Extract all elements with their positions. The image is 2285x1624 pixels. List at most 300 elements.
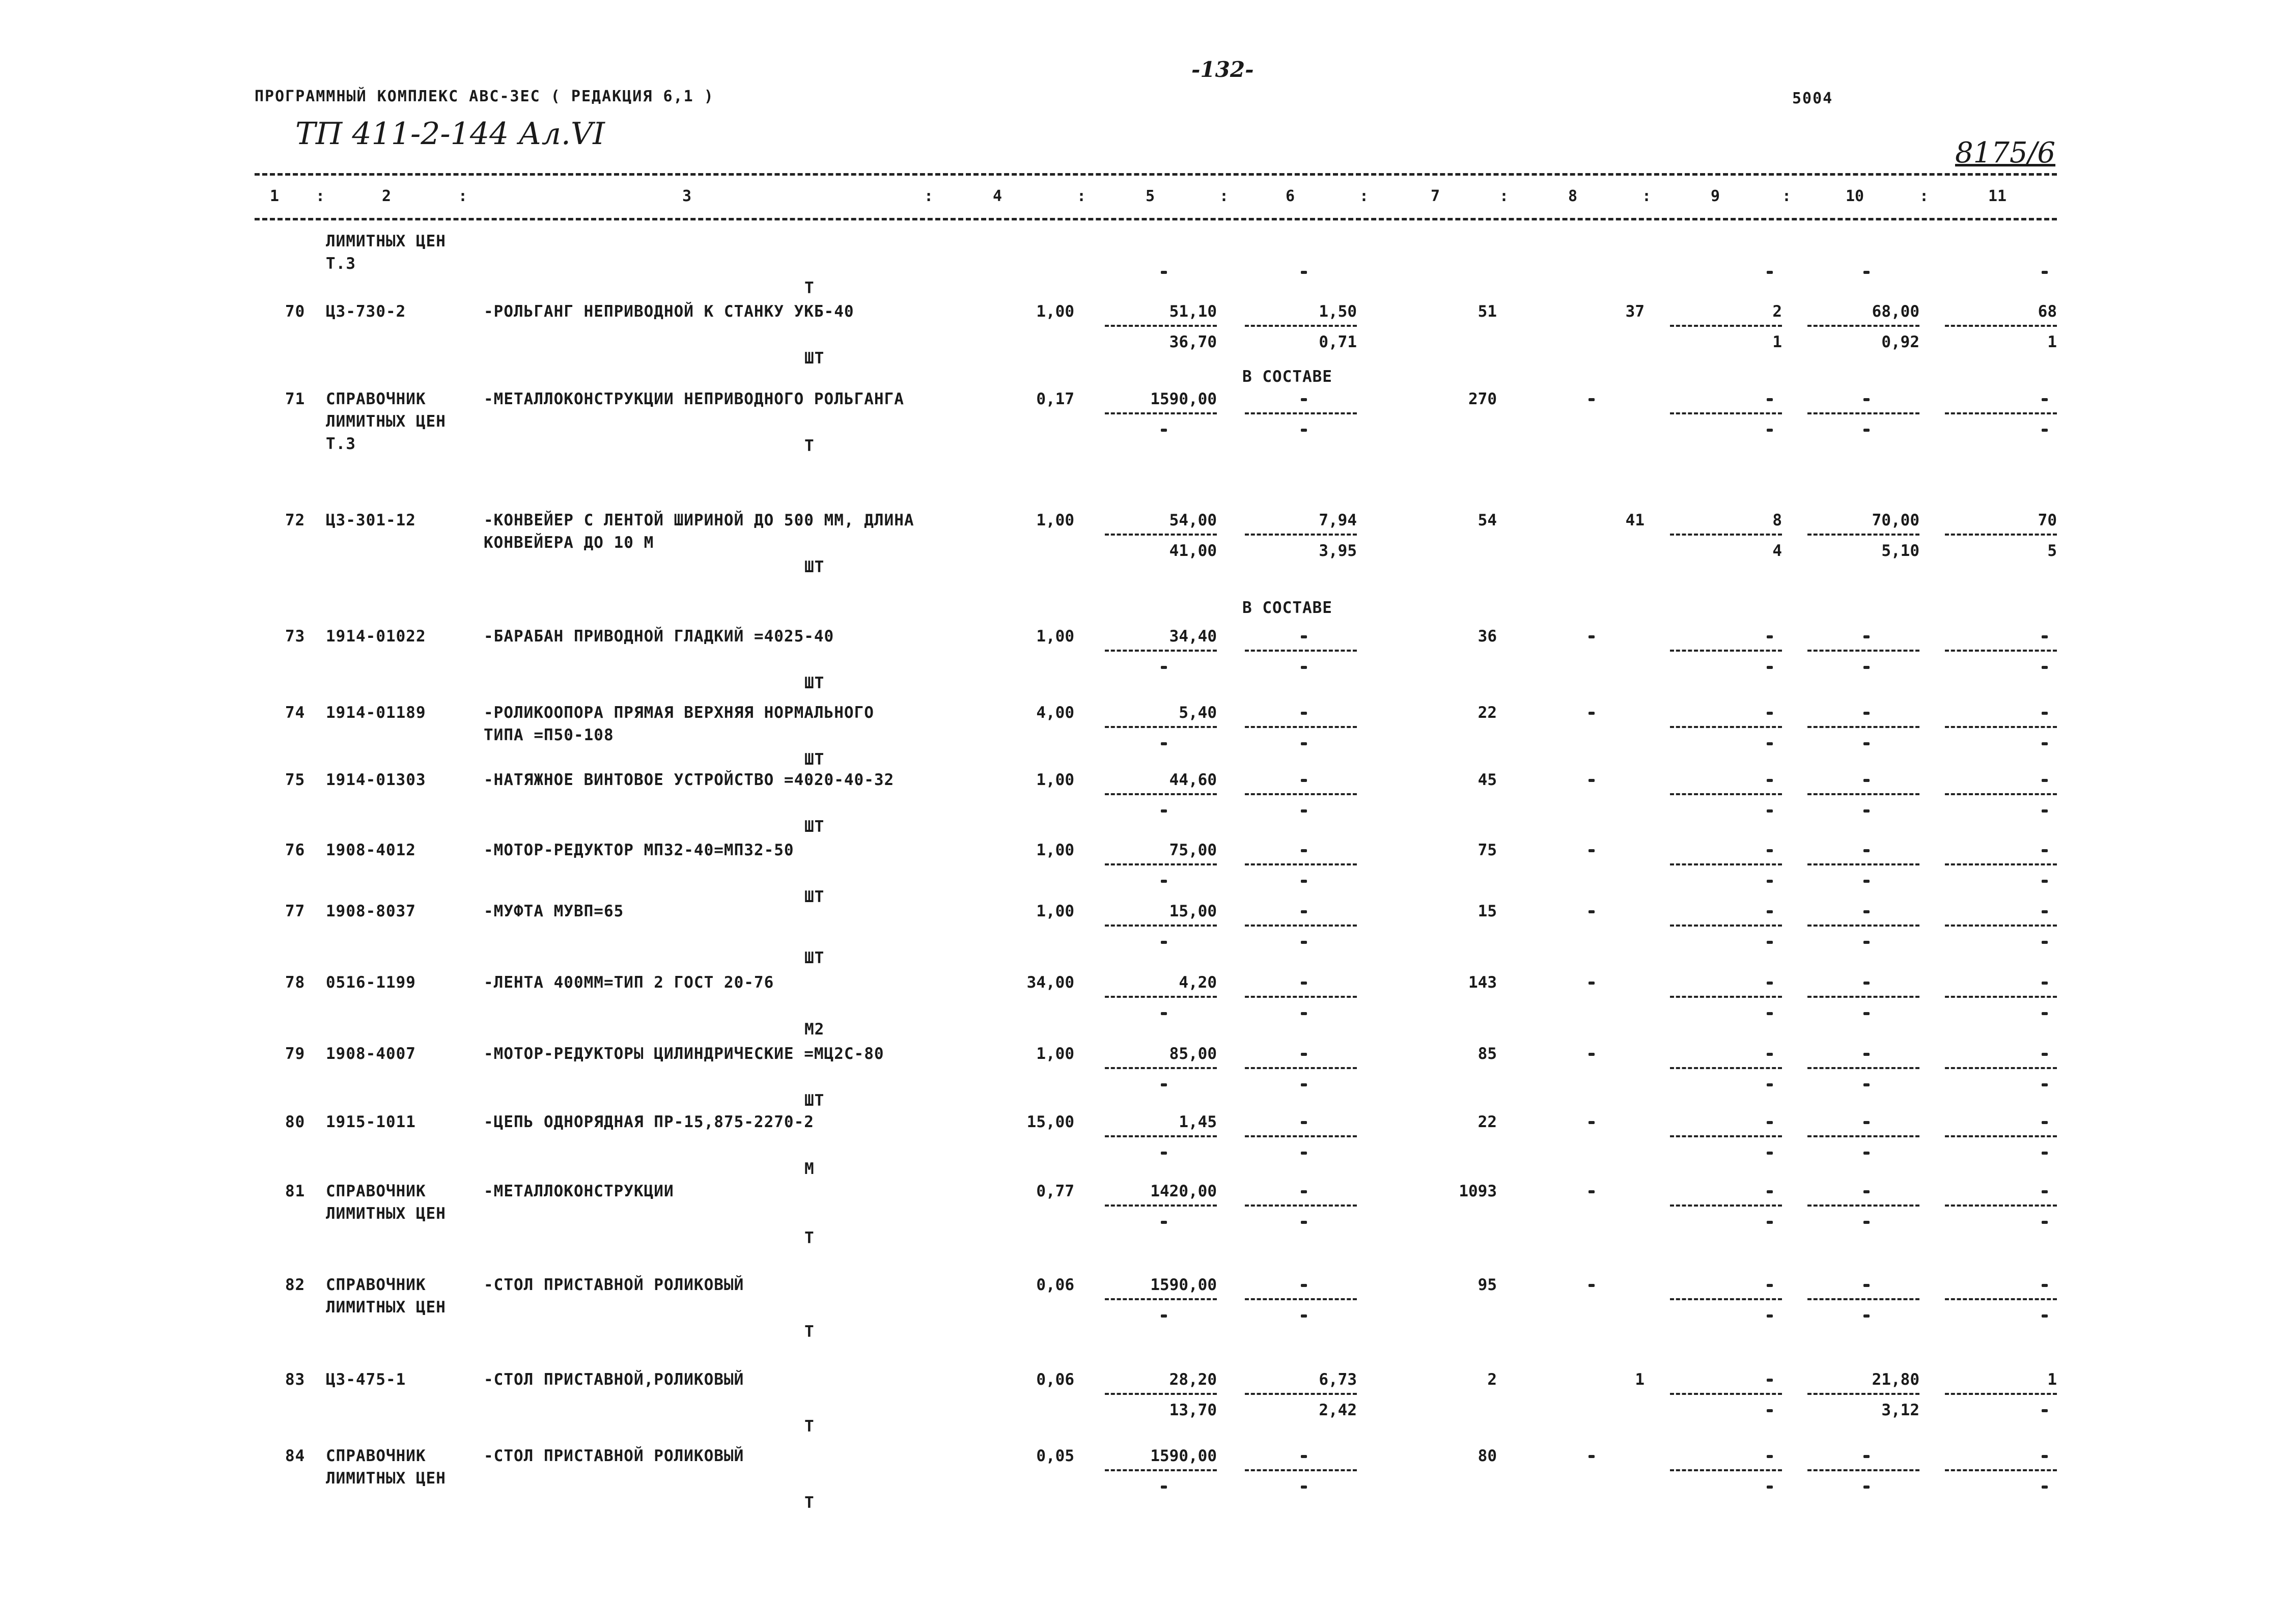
empty-cell-dash xyxy=(2042,849,2048,852)
row-code: 1908-4012 xyxy=(326,841,416,859)
empty-cell-dash xyxy=(1767,742,1773,745)
col-separator: : xyxy=(316,187,325,205)
row-quantity: 1,00 xyxy=(1036,771,1074,789)
row-col11-wages: 5 xyxy=(2047,542,2057,560)
cell-rule xyxy=(1670,1135,1782,1137)
row-quantity: 1,00 xyxy=(1036,511,1074,529)
empty-cell-dash xyxy=(2042,635,2048,638)
row-unit: ШТ xyxy=(804,349,825,368)
row-unit-price: 1590,00 xyxy=(1150,1447,1217,1465)
cell-rule xyxy=(1945,1298,2057,1300)
row-code: СПРАВОЧНИК ЛИМИТНЫХ ЦЕН Т.3 xyxy=(326,390,446,453)
cell-rule xyxy=(1105,1298,1217,1300)
col-number: 10 xyxy=(1846,187,1864,205)
row-number: 77 xyxy=(285,902,305,920)
empty-cell-dash xyxy=(2042,1455,2048,1458)
empty-cell-dash xyxy=(2042,1486,2048,1489)
empty-cell-dash xyxy=(1301,941,1307,944)
empty-cell-dash xyxy=(1767,982,1773,985)
empty-cell-dash xyxy=(2042,1012,2048,1015)
row-quantity: 0,06 xyxy=(1036,1276,1074,1294)
empty-cell-dash xyxy=(1863,1012,1870,1015)
row-quantity: 1,00 xyxy=(1036,627,1074,646)
col-separator: : xyxy=(1359,187,1369,205)
row-col7: 45 xyxy=(1478,771,1497,789)
empty-cell-dash xyxy=(1589,1284,1595,1287)
row-name: -ЛЕНТА 400ММ=ТИП 2 ГОСТ 20-76 xyxy=(484,973,774,992)
row-col11: 1 xyxy=(2047,1370,2057,1389)
cell-rule xyxy=(1245,534,1357,536)
row-number: 70 xyxy=(285,302,305,321)
empty-cell-dash xyxy=(1767,429,1773,432)
empty-cell-dash xyxy=(2042,982,2048,985)
cell-rule xyxy=(1945,1469,2057,1471)
cell-rule xyxy=(1105,1135,1217,1137)
empty-cell-dash xyxy=(1161,941,1167,944)
row-unit-price: 4,20 xyxy=(1179,973,1217,992)
cell-rule xyxy=(1807,1205,1919,1207)
row-unit: Т xyxy=(804,1417,815,1436)
row-col10-wages: 5,10 xyxy=(1881,542,1919,560)
cell-rule xyxy=(1670,650,1782,652)
row-name: -ЦЕПЬ ОДНОРЯДНАЯ ПР-15,875-2270-2 xyxy=(484,1113,814,1131)
empty-cell-dash xyxy=(1767,1284,1773,1287)
row-col7: 270 xyxy=(1468,390,1497,408)
row-number: 71 xyxy=(285,390,305,408)
empty-cell-dash xyxy=(1589,1455,1595,1458)
cell-rule xyxy=(1245,793,1357,795)
row-quantity: 34,00 xyxy=(1026,973,1074,992)
empty-cell-dash xyxy=(1301,1053,1307,1056)
cell-rule xyxy=(1105,412,1217,414)
cell-rule xyxy=(1245,863,1357,865)
header-bottom-rule xyxy=(255,218,2057,220)
row-col9-wages: 4 xyxy=(1772,542,1782,560)
cell-rule xyxy=(1105,726,1217,728)
empty-cell-dash xyxy=(1301,1284,1307,1287)
row-number: 81 xyxy=(285,1182,305,1200)
empty-cell-dash xyxy=(2042,1053,2048,1056)
col-number: 8 xyxy=(1568,187,1578,205)
cell-rule xyxy=(1945,534,2057,536)
row-col11: 68 xyxy=(2038,302,2057,321)
row-code: 1914-01022 xyxy=(326,627,426,646)
cell-rule xyxy=(1945,863,2057,865)
empty-cell-dash xyxy=(1767,779,1773,782)
row-name: -РОЛЬГАНГ НЕПРИВОДНОЙ К СТАНКУ УКБ-40 xyxy=(484,302,854,321)
empty-cell-dash xyxy=(1863,1152,1870,1155)
cell-rule xyxy=(1945,1067,2057,1069)
row-name: -СТОЛ ПРИСТАВНОЙ РОЛИКОВЫЙ xyxy=(484,1447,744,1465)
cell-rule xyxy=(1945,1393,2057,1395)
empty-cell-dash xyxy=(2042,941,2048,944)
col-separator: : xyxy=(1782,187,1792,205)
empty-cell-dash xyxy=(1767,1314,1773,1318)
col-separator: : xyxy=(1642,187,1652,205)
empty-cell-dash xyxy=(1863,1486,1870,1489)
row-unit-price-wages: 13,70 xyxy=(1169,1401,1217,1419)
col-number: 11 xyxy=(1988,187,2007,205)
cell-rule xyxy=(1807,1393,1919,1395)
col-number: 6 xyxy=(1286,187,1295,205)
empty-cell-dash xyxy=(1767,1221,1773,1224)
row-col9-wages: 1 xyxy=(1772,333,1782,351)
row-unit-price: 51,10 xyxy=(1169,302,1217,321)
cell-rule xyxy=(1245,1067,1357,1069)
row-code: ЦЗ-301-12 xyxy=(326,511,416,529)
cell-rule xyxy=(1105,996,1217,998)
empty-cell-dash xyxy=(1301,849,1307,852)
cell-rule xyxy=(1807,863,1919,865)
empty-cell-dash xyxy=(1863,1455,1870,1458)
cell-rule xyxy=(1807,650,1919,652)
cell-rule xyxy=(1670,1393,1782,1395)
cell-rule xyxy=(1670,863,1782,865)
cell-rule xyxy=(1105,925,1217,927)
empty-cell-dash xyxy=(2042,910,2048,913)
row-code: СПРАВОЧНИК ЛИМИТНЫХ ЦЕН xyxy=(326,1276,446,1317)
row-unit: ШТ xyxy=(804,674,825,692)
col-number: 1 xyxy=(270,187,280,205)
empty-cell-dash xyxy=(1589,779,1595,782)
cell-rule xyxy=(1670,925,1782,927)
cell-rule xyxy=(1105,650,1217,652)
empty-cell-dash xyxy=(1301,982,1307,985)
empty-cell-dash xyxy=(2042,398,2048,401)
empty-cell-dash xyxy=(1767,941,1773,944)
cell-rule xyxy=(1105,534,1217,536)
row-col7: 75 xyxy=(1478,841,1497,859)
empty-cell-dash xyxy=(1301,779,1307,782)
empty-cell-dash xyxy=(1301,1314,1307,1318)
row-col7: 36 xyxy=(1478,627,1497,646)
empty-cell-dash xyxy=(1161,1083,1167,1086)
row-name: -МОТОР-РЕДУКТОРЫ ЦИЛИНДРИЧЕСКИЕ =МЦ2С-80 xyxy=(484,1045,884,1063)
empty-cell-dash xyxy=(2042,1190,2048,1193)
empty-cell-dash xyxy=(1301,809,1307,813)
cell-rule xyxy=(1105,863,1217,865)
row-quantity: 4,00 xyxy=(1036,704,1074,722)
cell-rule xyxy=(1105,1067,1217,1069)
col-number: 3 xyxy=(682,187,692,205)
empty-cell-dash xyxy=(2042,1221,2048,1224)
empty-cell-dash xyxy=(1767,1409,1773,1412)
col-separator: : xyxy=(1919,187,1929,205)
empty-cell-dash xyxy=(1589,712,1595,715)
row-code: 1908-8037 xyxy=(326,902,416,920)
empty-cell-dash xyxy=(1589,849,1595,852)
row-name: -МУФТА МУВП=65 xyxy=(484,902,624,920)
empty-cell-dash xyxy=(1767,1121,1773,1124)
empty-cell-dash xyxy=(1301,712,1307,715)
cell-rule xyxy=(1670,1469,1782,1471)
empty-cell-dash xyxy=(1767,712,1773,715)
empty-cell-dash xyxy=(1301,1190,1307,1193)
row-col7: 143 xyxy=(1468,973,1497,992)
row-col10: 68,00 xyxy=(1872,302,1919,321)
note-in-composition: В СОСТАВЕ xyxy=(1242,368,1332,386)
sheet-number: 8175/6 xyxy=(1955,136,2056,170)
row-col6-wages: 0,71 xyxy=(1319,333,1357,351)
cell-rule xyxy=(1245,1393,1357,1395)
empty-cell-dash xyxy=(2042,666,2048,669)
header-top-rule xyxy=(255,173,2057,176)
row-unit: Т xyxy=(804,437,815,455)
cell-rule xyxy=(1945,1135,2057,1137)
empty-cell-dash xyxy=(1863,1284,1870,1287)
cell-rule xyxy=(1945,793,2057,795)
row-col6-wages: 3,95 xyxy=(1319,542,1357,560)
row-number: 76 xyxy=(285,841,305,859)
row-col6: 7,94 xyxy=(1319,511,1357,529)
cell-rule xyxy=(1945,325,2057,327)
empty-cell-dash xyxy=(1767,1152,1773,1155)
row-col10-wages: 0,92 xyxy=(1881,333,1919,351)
row-name: -МОТОР-РЕДУКТОР МП32-40=МП32-50 xyxy=(484,841,794,859)
empty-cell-dash xyxy=(1301,429,1307,432)
row-number: 75 xyxy=(285,771,305,789)
cell-rule xyxy=(1670,996,1782,998)
empty-cell-dash xyxy=(1863,982,1870,985)
row-unit-price: 85,00 xyxy=(1169,1045,1217,1063)
row-number: 84 xyxy=(285,1447,305,1465)
cell-rule xyxy=(1807,925,1919,927)
row-col7: 85 xyxy=(1478,1045,1497,1063)
cell-rule xyxy=(1945,996,2057,998)
row-name: -БАРАБАН ПРИВОДНОЙ ГЛАДКИЙ =4025-40 xyxy=(484,627,834,646)
cell-rule xyxy=(1670,1298,1782,1300)
empty-cell-dash xyxy=(1863,1314,1870,1318)
cell-rule xyxy=(1245,925,1357,927)
empty-cell-dash xyxy=(2042,1083,2048,1086)
note-in-composition: В СОСТАВЕ xyxy=(1242,599,1332,617)
empty-cell-dash xyxy=(1767,398,1773,401)
empty-cell-dash xyxy=(1863,271,1870,274)
row-col6-wages: 2,42 xyxy=(1319,1401,1357,1419)
empty-cell-dash xyxy=(1301,398,1307,401)
empty-cell-dash xyxy=(1863,910,1870,913)
row-unit-price: 1590,00 xyxy=(1150,390,1217,408)
empty-cell-dash xyxy=(2042,742,2048,745)
empty-cell-dash xyxy=(1301,880,1307,883)
row-quantity: 1,00 xyxy=(1036,902,1074,920)
empty-cell-dash xyxy=(1161,1221,1167,1224)
row-number: 79 xyxy=(285,1045,305,1063)
empty-cell-dash xyxy=(1161,271,1167,274)
empty-cell-dash xyxy=(1301,666,1307,669)
row-col10-wages: 3,12 xyxy=(1881,1401,1919,1419)
empty-cell-dash xyxy=(1301,1121,1307,1124)
empty-cell-dash xyxy=(2042,271,2048,274)
row-col7: 1093 xyxy=(1459,1182,1497,1200)
row-unit-price: 1,45 xyxy=(1179,1113,1217,1131)
cell-rule xyxy=(1807,996,1919,998)
empty-cell-dash xyxy=(1161,666,1167,669)
row-name: -МЕТАЛЛОКОНСТРУКЦИИ xyxy=(484,1182,674,1200)
row-unit-price: 1590,00 xyxy=(1150,1276,1217,1294)
row-number: 82 xyxy=(285,1276,305,1294)
empty-cell-dash xyxy=(1301,1083,1307,1086)
row-col9: 2 xyxy=(1772,302,1782,321)
row-col7: 51 xyxy=(1478,302,1497,321)
row-unit: ШТ xyxy=(804,750,825,769)
row-number: 80 xyxy=(285,1113,305,1131)
cell-rule xyxy=(1670,1067,1782,1069)
empty-cell-dash xyxy=(1767,635,1773,638)
empty-cell-dash xyxy=(1863,742,1870,745)
empty-cell-dash xyxy=(1161,1152,1167,1155)
cell-rule xyxy=(1245,1205,1357,1207)
row-code: СПРАВОЧНИК ЛИМИТНЫХ ЦЕН xyxy=(326,1182,446,1223)
row-col11: 70 xyxy=(2038,511,2057,529)
empty-cell-dash xyxy=(1301,910,1307,913)
row-code: 1914-01303 xyxy=(326,771,426,789)
cell-rule xyxy=(1945,1205,2057,1207)
empty-cell-dash xyxy=(2042,880,2048,883)
empty-cell-dash xyxy=(1161,429,1167,432)
row-code: ЛИМИТНЫХ ЦЕН Т.3 xyxy=(326,232,446,273)
empty-cell-dash xyxy=(1161,809,1167,813)
empty-cell-dash xyxy=(1863,1083,1870,1086)
row-col6: 6,73 xyxy=(1319,1370,1357,1389)
cell-rule xyxy=(1245,726,1357,728)
row-unit: Т xyxy=(804,1229,815,1247)
cell-rule xyxy=(1807,1469,1919,1471)
row-name: -КОНВЕЙЕР С ЛЕНТОЙ ШИРИНОЙ ДО 500 ММ, ДЛИНА КОНВЕЙЕРА ДО 10 М xyxy=(484,511,914,552)
empty-cell-dash xyxy=(2042,712,2048,715)
empty-cell-dash xyxy=(1767,1012,1773,1015)
row-quantity: 0,06 xyxy=(1036,1370,1074,1389)
cell-rule xyxy=(1670,793,1782,795)
empty-cell-dash xyxy=(1767,1053,1773,1056)
empty-cell-dash xyxy=(1863,1190,1870,1193)
row-quantity: 15,00 xyxy=(1026,1113,1074,1131)
cell-rule xyxy=(1105,325,1217,327)
row-number: 78 xyxy=(285,973,305,992)
row-unit: ШТ xyxy=(804,818,825,836)
row-number: 72 xyxy=(285,511,305,529)
empty-cell-dash xyxy=(2042,1409,2048,1412)
cell-rule xyxy=(1945,726,2057,728)
empty-cell-dash xyxy=(2042,809,2048,813)
row-col7: 15 xyxy=(1478,902,1497,920)
empty-cell-dash xyxy=(2042,1284,2048,1287)
col-separator: : xyxy=(458,187,468,205)
col-separator: : xyxy=(1499,187,1509,205)
cell-rule xyxy=(1105,1393,1217,1395)
empty-cell-dash xyxy=(1161,880,1167,883)
cell-rule xyxy=(1670,1205,1782,1207)
cell-rule xyxy=(1105,1469,1217,1471)
row-unit: Т xyxy=(804,1494,815,1512)
row-quantity: 0,05 xyxy=(1036,1447,1074,1465)
empty-cell-dash xyxy=(1863,635,1870,638)
row-number: 83 xyxy=(285,1370,305,1389)
empty-cell-dash xyxy=(1589,910,1595,913)
page-number: -132- xyxy=(1191,57,1254,82)
empty-cell-dash xyxy=(1767,809,1773,813)
row-col7: 54 xyxy=(1478,511,1497,529)
row-name: -СТОЛ ПРИСТАВНОЙ РОЛИКОВЫЙ xyxy=(484,1276,744,1294)
row-quantity: 0,17 xyxy=(1036,390,1074,408)
row-unit-price: 54,00 xyxy=(1169,511,1217,529)
empty-cell-dash xyxy=(1863,779,1870,782)
row-unit: Т xyxy=(804,279,815,297)
col-number: 9 xyxy=(1711,187,1720,205)
cell-rule xyxy=(1807,325,1919,327)
cell-rule xyxy=(1245,650,1357,652)
empty-cell-dash xyxy=(1767,880,1773,883)
row-code: ЦЗ-730-2 xyxy=(326,302,406,321)
empty-cell-dash xyxy=(1301,1486,1307,1489)
row-number: 74 xyxy=(285,704,305,722)
document-id: ТП 411-2-144 Ал.VI xyxy=(295,116,605,152)
cell-rule xyxy=(1670,534,1782,536)
empty-cell-dash xyxy=(1301,1152,1307,1155)
row-code: 0516-1199 xyxy=(326,973,416,992)
empty-cell-dash xyxy=(1589,1121,1595,1124)
row-name: -СТОЛ ПРИСТАВНОЙ,РОЛИКОВЫЙ xyxy=(484,1370,744,1389)
cell-rule xyxy=(1807,726,1919,728)
cell-rule xyxy=(1945,650,2057,652)
empty-cell-dash xyxy=(1863,1121,1870,1124)
row-unit-price: 1420,00 xyxy=(1150,1182,1217,1200)
row-col8: 37 xyxy=(1625,302,1645,321)
row-unit: ШТ xyxy=(804,1091,825,1110)
row-col10: 70,00 xyxy=(1872,511,1919,529)
empty-cell-dash xyxy=(1301,271,1307,274)
empty-cell-dash xyxy=(1589,982,1595,985)
row-unit-price: 5,40 xyxy=(1179,704,1217,722)
row-code: ЦЗ-475-1 xyxy=(326,1370,406,1389)
empty-cell-dash xyxy=(1589,398,1595,401)
cell-rule xyxy=(1245,325,1357,327)
row-unit-price: 44,60 xyxy=(1169,771,1217,789)
cell-rule xyxy=(1945,412,2057,414)
empty-cell-dash xyxy=(1161,742,1167,745)
row-col7: 2 xyxy=(1487,1370,1497,1389)
cell-rule xyxy=(1807,793,1919,795)
cell-rule xyxy=(1670,325,1782,327)
row-quantity: 1,00 xyxy=(1036,841,1074,859)
row-col9: 8 xyxy=(1772,511,1782,529)
empty-cell-dash xyxy=(1863,666,1870,669)
empty-cell-dash xyxy=(1301,1455,1307,1458)
cell-rule xyxy=(1245,1298,1357,1300)
col-separator: : xyxy=(924,187,934,205)
col-number: 7 xyxy=(1431,187,1440,205)
cell-rule xyxy=(1245,1135,1357,1137)
row-name: -НАТЯЖНОЕ ВИНТОВОЕ УСТРОЙСТВО =4020-40-32 xyxy=(484,771,895,789)
cell-rule xyxy=(1807,1135,1919,1137)
empty-cell-dash xyxy=(1301,635,1307,638)
row-unit-price-wages: 41,00 xyxy=(1169,542,1217,560)
empty-cell-dash xyxy=(2042,1314,2048,1318)
row-code: 1914-01189 xyxy=(326,704,426,722)
row-col8: 1 xyxy=(1635,1370,1645,1389)
cell-rule xyxy=(1670,412,1782,414)
row-name: -РОЛИКООПОРА ПРЯМАЯ ВЕРХНЯЯ НОРМАЛЬНОГО ТИПА =П50-108 xyxy=(484,704,874,744)
row-unit: М2 xyxy=(804,1020,825,1039)
row-unit-price: 34,40 xyxy=(1169,627,1217,646)
row-unit: ШТ xyxy=(804,558,825,576)
row-quantity: 1,00 xyxy=(1036,302,1074,321)
row-col11-wages: 1 xyxy=(2047,333,2057,351)
empty-cell-dash xyxy=(1767,1379,1773,1382)
empty-cell-dash xyxy=(1301,1221,1307,1224)
row-col8: 41 xyxy=(1625,511,1645,529)
empty-cell-dash xyxy=(1767,1190,1773,1193)
